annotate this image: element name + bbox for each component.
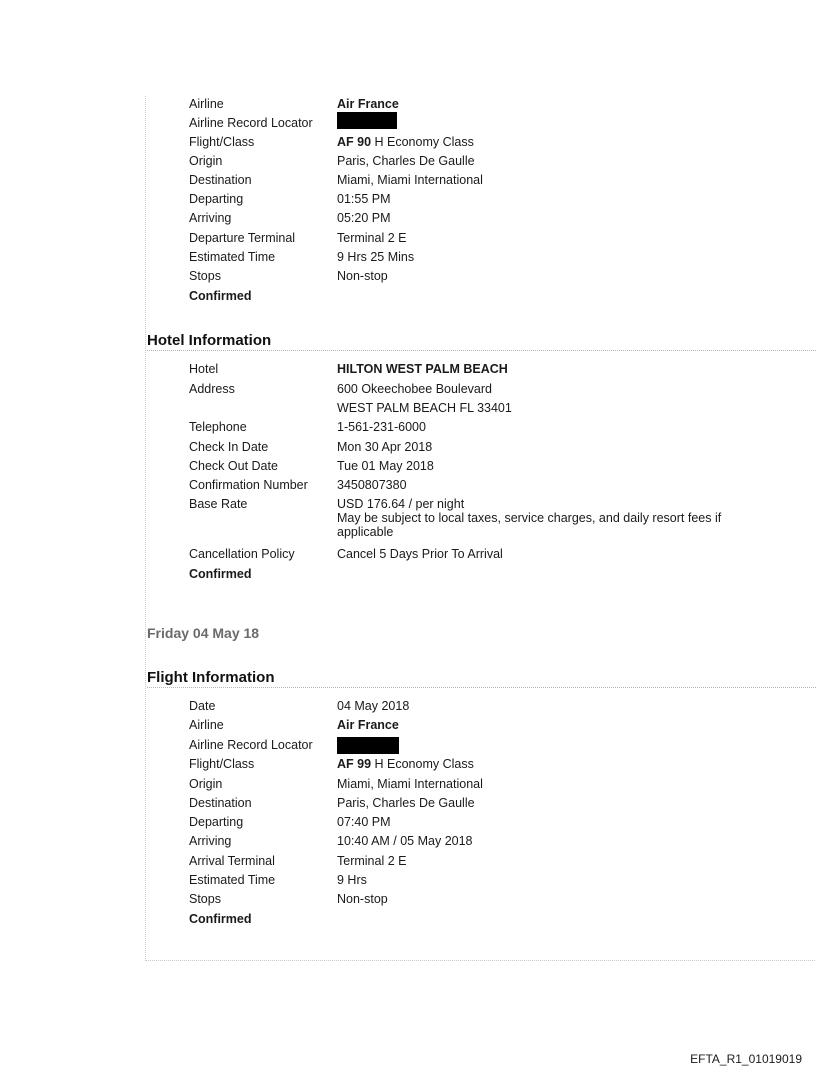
flight-class-value [337,757,474,771]
base-rate-amount: USD 176.64 / per night [337,497,465,511]
terminal-value: Terminal 2 E [337,231,407,245]
destination-value: Paris, Charles De Gaulle [337,796,475,810]
origin-value: Paris, Charles De Gaulle [337,154,475,168]
redaction-block [337,112,397,129]
row-label: Confirmation Number [189,478,308,492]
destination-value: Miami, Miami International [337,173,483,187]
flight2-arriving-row [189,834,789,853]
flight1-terminal-row [189,231,789,250]
row-label: Estimated Time [189,873,276,887]
departing-value: 01:55 PM [337,192,391,206]
flight2-date-row [189,699,789,718]
flight1-stops-row [189,269,789,288]
flight-number: AF 90 [337,135,372,149]
address-line-2: WEST PALM BEACH FL 33401 [337,401,512,415]
flight1-origin-row [189,154,789,173]
origin-value: Miami, Miami International [337,777,483,791]
hotel-checkin-row [189,440,789,459]
row-label: Cancellation Policy [189,547,295,561]
flight-information-heading: Flight Information [147,669,816,688]
flight2-destination-row [189,796,789,815]
row-label: Flight/Class [189,135,255,149]
document-id: EFTA_R1_01019019 [690,1052,802,1066]
row-label: Stops [189,892,221,906]
flight1-destination-row [189,173,789,192]
flight2-status: Confirmed [189,912,252,926]
record-locator-value [337,738,399,754]
row-label: Address [189,382,235,396]
row-label: Stops [189,269,221,283]
row-label: Arrival Terminal [189,854,275,868]
terminal-value: Terminal 2 E [337,854,407,868]
flight-number: AF 99 [337,757,372,771]
flight1-airline-row [189,97,789,116]
row-label: Departing [189,192,244,206]
flight2-origin-row [189,777,789,796]
record-locator-value [337,116,397,130]
hotel-information-heading: Hotel Information [147,332,816,351]
flight2-terminal-row [189,854,789,873]
row-label: Airline [189,97,224,111]
checkin-value: Mon 30 Apr 2018 [337,440,433,454]
row-label: Arriving [189,211,232,225]
row-label: Check In Date [189,440,269,454]
flight2-record-locator-row [189,738,789,757]
row-label: Airline [189,718,224,732]
airline-name: Air France [337,97,399,111]
flight-class-value [337,135,474,149]
telephone-value: 1-561-231-6000 [337,420,426,434]
hotel-cancellation-row [189,547,789,566]
estimated-time-value: 9 Hrs [337,873,367,887]
cabin-class: H Economy Class [371,135,474,149]
hotel-confirmation-row [189,478,789,497]
row-label: Origin [189,154,223,168]
row-label: Destination [189,173,252,187]
hotel-telephone-row [189,420,789,439]
hotel-name: HILTON WEST PALM BEACH [337,362,508,376]
row-label: Base Rate [189,497,248,511]
flight1-arriving-row [189,211,789,230]
flight1-flight-class-row [189,135,789,154]
row-label: Origin [189,777,223,791]
row-label: Check Out Date [189,459,278,473]
hotel-status: Confirmed [189,567,252,581]
flight2-flight-class-row [189,757,789,776]
flight1-status: Confirmed [189,289,252,303]
hotel-address-line2-row [189,401,789,420]
estimated-time-value: 9 Hrs 25 Mins [337,250,415,264]
address-line-1: 600 Okeechobee Boulevard [337,382,492,396]
stops-value: Non-stop [337,269,388,283]
row-label: Hotel [189,362,219,376]
hotel-base-rate-row [189,497,789,545]
flight1-record-locator-row [189,116,789,135]
flight2-stops-row [189,892,789,911]
row-label: Departure Terminal [189,231,296,245]
flight1-estimated-time-row [189,250,789,269]
hotel-name-row [189,362,789,381]
cancellation-policy-value: Cancel 5 Days Prior To Arrival [337,547,503,561]
row-label: Destination [189,796,252,810]
row-label: Departing [189,815,244,829]
row-label: Telephone [189,420,247,434]
base-rate-note: May be subject to local taxes, service charges, and daily resort fees if applicable [337,511,722,539]
checkout-value: Tue 01 May 2018 [337,459,434,473]
flight2-airline-row [189,718,789,737]
cabin-class: H Economy Class [371,757,474,771]
row-label: Airline Record Locator [189,116,313,130]
confirmation-number: 3450807380 [337,478,407,492]
day-heading: Friday 04 May 18 [147,625,260,641]
hotel-address-row [189,382,789,401]
base-rate-value [337,497,777,539]
row-label: Arriving [189,834,232,848]
date-value: 04 May 2018 [337,699,410,713]
row-label: Flight/Class [189,757,255,771]
flight1-departing-row [189,192,789,211]
arriving-value: 10:40 AM / 05 May 2018 [337,834,473,848]
stops-value: Non-stop [337,892,388,906]
departing-value: 07:40 PM [337,815,391,829]
row-label: Estimated Time [189,250,276,264]
row-label: Airline Record Locator [189,738,313,752]
redaction-block [337,737,399,754]
flight2-estimated-time-row [189,873,789,892]
arriving-value: 05:20 PM [337,211,391,225]
hotel-checkout-row [189,459,789,478]
row-label: Date [189,699,216,713]
flight2-departing-row [189,815,789,834]
airline-name: Air France [337,718,399,732]
